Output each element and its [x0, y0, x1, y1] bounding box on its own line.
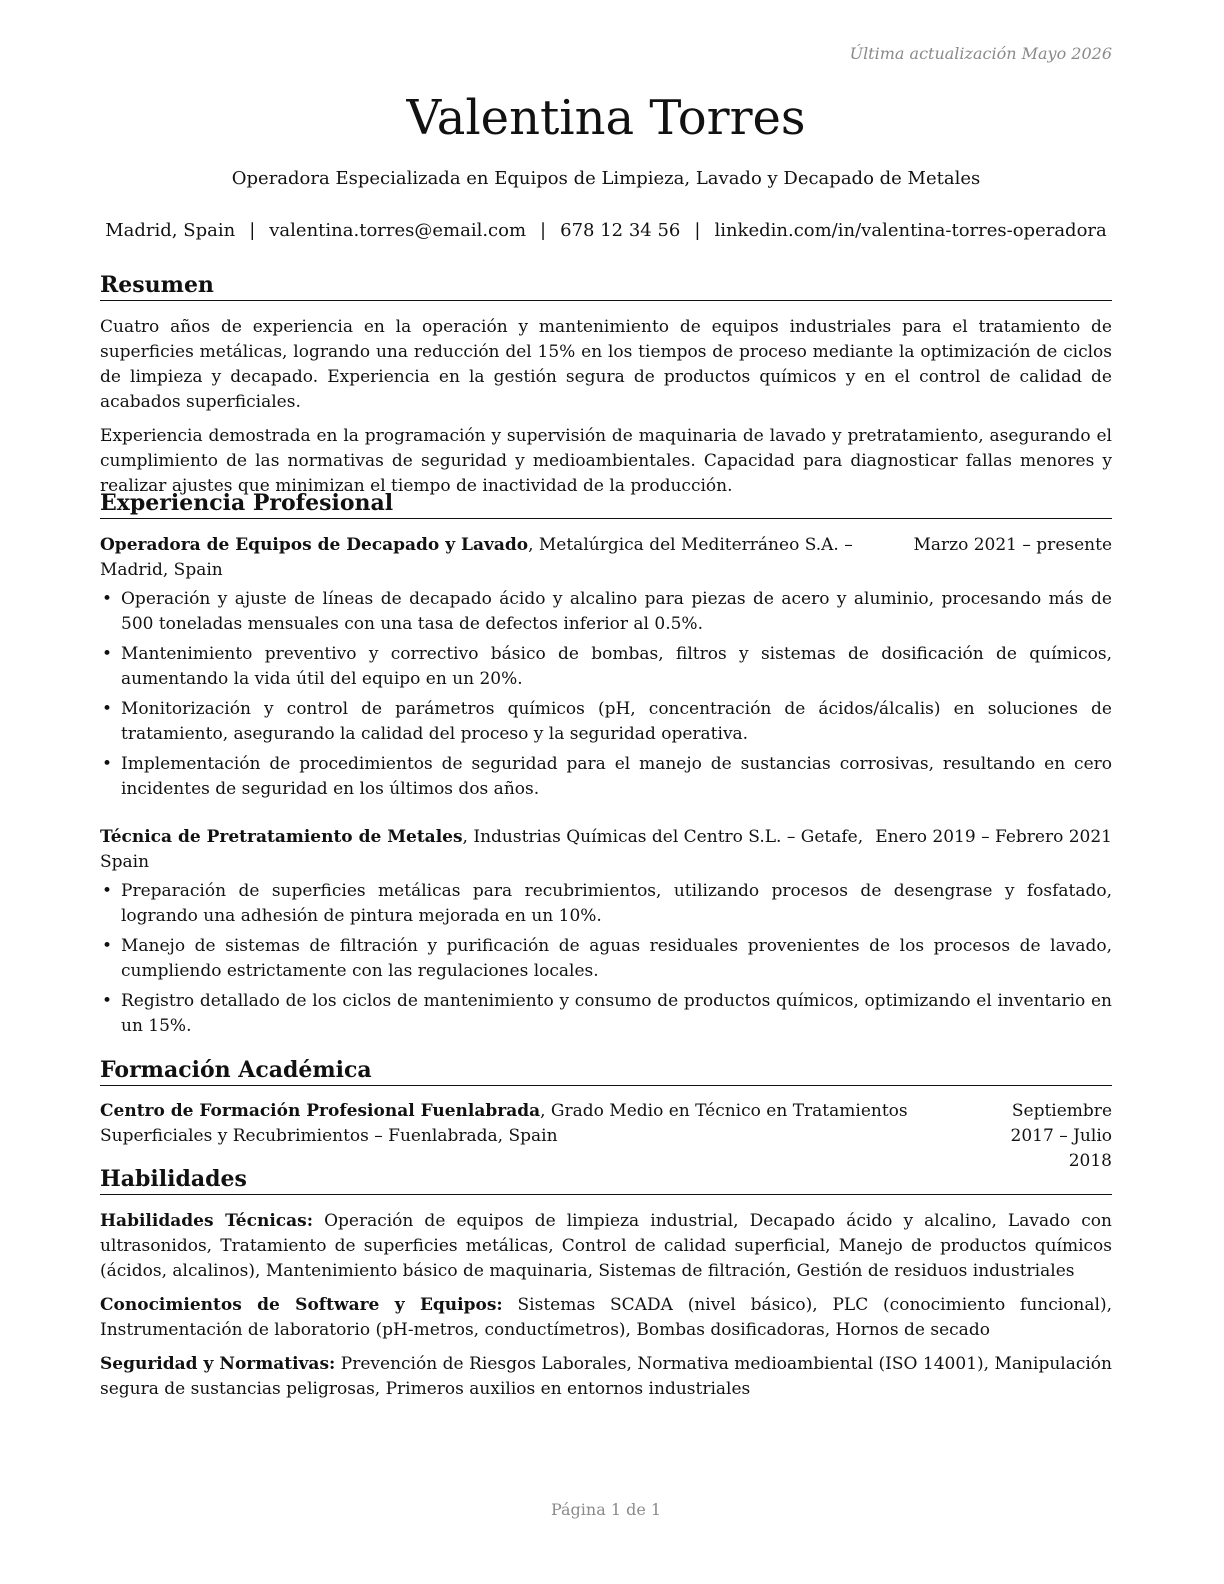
contact-phone[interactable]: 678 12 34 56 — [560, 220, 681, 241]
contact-separator: | — [694, 220, 701, 241]
skill-group-label: Habilidades Técnicas: — [100, 1211, 313, 1231]
job-dates: Enero 2019 – Febrero 2021 — [875, 827, 1112, 847]
skill-group-text: Operación de equipos de limpieza industrial, Decapado ácido y alcalino, Lavado con ultrasonidos, Tratamiento de superficies metálicas, Control de calidad superficial, Manejo de productos químicos (ácidos, alcalinos), Mantenimiento básico de maquinaria, Sistemas de filtración, Gestión de residuos industriales — [100, 1211, 1112, 1281]
job-role: Técnica de Pretratamiento de Metales — [100, 827, 463, 847]
job-bullets — [100, 879, 1112, 1039]
summary-section — [100, 315, 1112, 499]
education-dates: Septiembre 2017 – Julio 2018 — [1010, 1101, 1112, 1171]
bullet-icon: • — [102, 644, 113, 664]
skill-group-text: Prevención de Riesgos Laborales, Normativa medioambiental (ISO 14001), Manipulación segura de sustancias peligrosas, Primeros auxilios en entornos industriales — [100, 1354, 1112, 1399]
skill-group — [100, 1293, 1112, 1343]
job-dates: Marzo 2021 – presente — [913, 535, 1112, 555]
person-name: Valentina Torres — [406, 90, 806, 146]
bullet-icon: • — [102, 754, 113, 774]
job-entry — [100, 533, 1112, 807]
education-school: Centro de Formación Profesional Fuenlabrada — [100, 1101, 541, 1121]
section-title-education: Formación Académica — [100, 1056, 1112, 1086]
skill-group-text: Sistemas SCADA (nivel básico), PLC (conocimiento funcional), Instrumentación de laboratorio (pH-metros, conductímetros), Bombas dosificadoras, Hornos de secado — [100, 1295, 1112, 1340]
job-header — [100, 533, 1112, 583]
bullet-icon: • — [102, 589, 113, 609]
skill-group-label: Conocimientos de Software y Equipos: — [100, 1295, 503, 1315]
contact-location: Madrid, Spain — [105, 220, 236, 241]
education-header — [100, 1099, 1112, 1171]
section-title-experience: Experiencia Profesional — [100, 489, 1112, 519]
contact-line — [100, 219, 1112, 243]
job-bullet: • Operación y ajuste de líneas de decapado ácido y alcalino para piezas de acero y aluminio, procesando más de 500 toneladas mensuales con una tasa de defectos inferior al 0.5%. — [102, 589, 1112, 634]
bullet-icon: • — [102, 881, 113, 901]
contact-separator: | — [249, 220, 256, 241]
job-entry — [100, 825, 1112, 1044]
page-number: Página 1 de 1 — [550, 1500, 662, 1519]
skills-section — [100, 1209, 1112, 1411]
contact-linkedin[interactable]: linkedin.com/in/valentina-torres-operadora — [714, 220, 1107, 241]
skill-group-label: Seguridad y Normativas: — [100, 1354, 336, 1374]
education-entry — [100, 1099, 1112, 1171]
summary-paragraph: Cuatro años de experiencia en la operación y mantenimiento de equipos industriales para el tratamiento de superficies metálicas, logrando una reducción del 15% en los tiempos de proceso mediante la optimización de ciclos de limpieza y decapado. Experiencia en la gestión segura de productos químicos y en el control de calidad de acabados superficiales. — [100, 317, 1112, 412]
education-program: , Grado Medio en Técnico en Tratamientos Superficiales y Recubrimientos – Fuenlabrada, Spain — [100, 1101, 908, 1146]
job-bullet: • Registro detallado de los ciclos de mantenimiento y consumo de productos químicos, optimizando el inventario en un 15%. — [102, 991, 1112, 1036]
skill-group — [100, 1352, 1112, 1402]
education-school-program — [100, 1099, 960, 1149]
job-header — [100, 825, 1112, 875]
bullet-icon: • — [102, 936, 113, 956]
contact-separator: | — [540, 220, 547, 241]
resume-page — [100, 0, 1112, 1584]
job-title: Operadora Especializada en Equipos de Limpieza, Lavado y Decapado de Metales — [231, 168, 981, 189]
skill-group — [100, 1209, 1112, 1284]
contact-email[interactable]: valentina.torres@email.com — [269, 220, 527, 241]
bullet-icon: • — [102, 699, 113, 719]
job-bullet: • Mantenimiento preventivo y correctivo básico de bombas, filtros y sistemas de dosificación de químicos, aumentando la vida útil del equipo en un 20%. — [102, 644, 1112, 689]
job-company: , Industrias Químicas del Centro S.L. – Getafe, Spain — [100, 827, 864, 872]
job-bullet: • Implementación de procedimientos de seguridad para el manejo de sustancias corrosivas, resultando en cero incidentes de seguridad en los últimos dos años. — [102, 754, 1112, 799]
job-bullet: • Monitorización y control de parámetros químicos (pH, concentración de ácidos/álcalis) en soluciones de tratamiento, asegurando la calidad del proceso y la seguridad operativa. — [102, 699, 1112, 744]
job-bullets — [100, 587, 1112, 802]
last-updated: Última actualización Mayo 2026 — [849, 44, 1112, 63]
job-company: , Metalúrgica del Mediterráneo S.A. – Madrid, Spain — [100, 535, 853, 580]
job-bullet: • Manejo de sistemas de filtración y purificación de aguas residuales provenientes de los procesos de lavado, cumpliendo estrictamente con las regulaciones locales. — [102, 936, 1112, 981]
job-role-company — [100, 533, 890, 583]
section-title-skills: Habilidades — [100, 1165, 1112, 1195]
bullet-icon: • — [102, 991, 113, 1011]
job-role-company — [100, 825, 880, 875]
job-bullet: • Preparación de superficies metálicas para recubrimientos, utilizando procesos de desengrase y fosfatado, logrando una adhesión de pintura mejorada en un 10%. — [102, 881, 1112, 926]
section-title-summary: Resumen — [100, 271, 1112, 301]
summary-paragraph: Experiencia demostrada en la programación y supervisión de maquinaria de lavado y pretratamiento, asegurando el cumplimiento de las normativas de seguridad y medioambientales. Capacidad para diagnosticar fallas menores y realizar ajustes que minimizan el tiempo de inactividad de la producción. — [100, 426, 1112, 496]
job-role: Operadora de Equipos de Decapado y Lavado — [100, 535, 529, 555]
